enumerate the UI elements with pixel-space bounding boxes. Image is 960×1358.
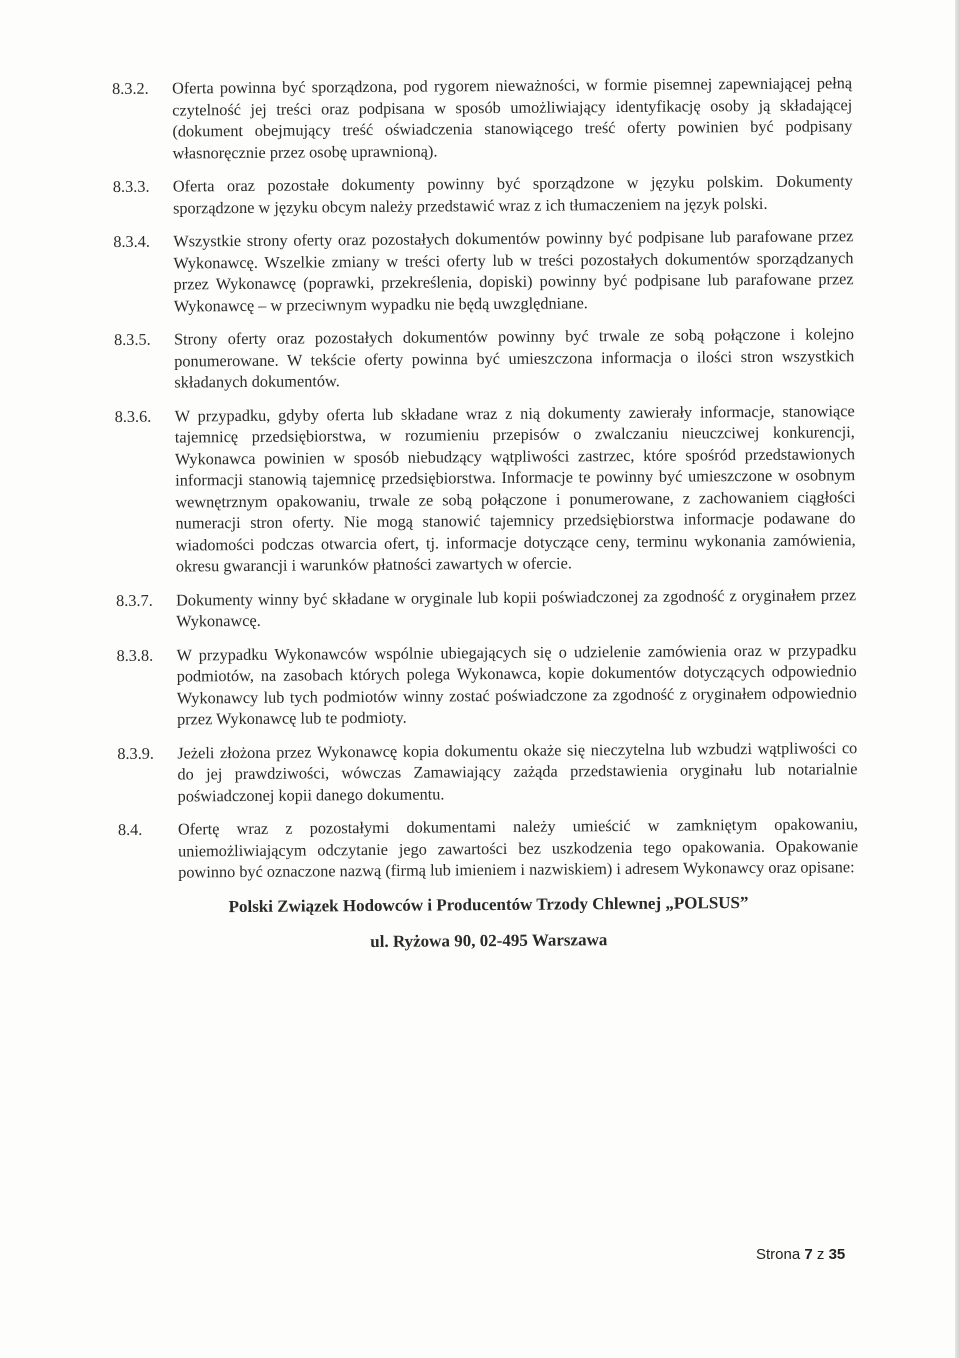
section-text: Wszystkie strony oferty oraz pozostałych dokumentów powinny być podpisane lub parafowane przez Wykonawcę. Wszelkie zmiany w treści oferty lub w treści pozostałych dokumentów sporządzanych przez Wykonawcę (poprawki, przekreślenia, dopiski) powinny być podpisane lub parafowane przez Wykonawcę – w przeciwnym wypadku nie będą uwzględniane. — [173, 226, 854, 316]
section-text: W przypadku Wykonawców wspólnie ubiegających się o udzielenie zamówienia oraz w przypadku podmiotów, na zasobach których polega Wykonawca, kopie dokumentów dotyczących odpowiednio Wykonawcy lub tych podmiotów winny zostać poświadczone za zgodność z oryginałem odpowiednio przez Wykonawcę lub te podmioty. — [176, 639, 857, 729]
page-label: Strona — [756, 1246, 801, 1263]
page-number: 7 — [804, 1246, 813, 1263]
section-number: 8.3.9. — [117, 743, 155, 763]
address-street: ul. Ryżowa 90, 02-495 Warszawa — [370, 929, 608, 951]
section-number: 8.4. — [117, 819, 143, 839]
section-8-3-7 — [116, 584, 856, 633]
section-text: W przypadku, gdyby oferta lub składane wraz z nią dokumenty zawierały informacje, stanowiące tajemnicę przedsiębiorstwa, w rozumieniu przepisów o zwalczaniu nieuczciwej konkurencji, Wykonawca powinien w sposób niebudzący wątpliwości zastrzec, które spośród przedstawionych informacji stanowią tajemnicę przedsiębiorstwa. Informacje te powinny być umieszczone w osobnym wewnętrznym opakowaniu, trwale ze sobą połączone i ponumerowane, z zachowaniem ciągłości numeracji stron oferty. Nie mogą stanowić tajemnicy przedsiębiorstwa informacje podawane do wiadomości podczas otwarcia ofert, tj. informacje dotyczące ceny, terminu wykonania zamówienia, okresu gwarancji i warunków płatności zawartych w ofercie. — [174, 400, 856, 576]
section-text: Dokumenty winny być składane w oryginale lub kopii poświadczonej za zgodność z oryginałem przez Wykonawcę. — [176, 584, 857, 631]
section-number: 8.3.7. — [116, 590, 153, 610]
document-body — [112, 72, 859, 953]
section-number: 8.3.3. — [112, 176, 150, 196]
page-separator: z — [816, 1246, 825, 1263]
section-text: Ofertę wraz z pozostałymi dokumentami należy umieścić w zamkniętym opakowaniu, uniemożliwiającym odczytanie jego zawartości bez uszkodzenia tego opakowania. Opakowanie powinno być oznaczone nazwą (firmą lub imieniem i nazwiskiem) i adresem Wykonawcy oraz opisane: — [177, 814, 859, 882]
section-text: Oferta oraz pozostałe dokumenty powinny być sporządzone w języku polskim. Dokumenty sporządzone w języku obcym należy przedstawić wraz z ich tłumaczeniem na język polski. — [172, 171, 853, 218]
section-8-3-4 — [113, 225, 854, 317]
section-8-3-8 — [116, 639, 857, 731]
page-total: 35 — [828, 1246, 846, 1263]
section-number: 8.3.5. — [113, 329, 151, 349]
section-8-3-3 — [113, 170, 853, 219]
section-text: Oferta powinna być sporządzona, pod rygorem nieważności, w formie pisemnej zapewniającej pełną czytelność jej treści oraz podpisana w sposób umożliwiający identyfikację osoby ją składającej (dokument obejmujący treść oświadczenia stanowiącego treść oferty powinien być podpisany własnoręcznie przez osobę uprawnioną). — [172, 73, 853, 163]
section-8-3-9 — [117, 737, 857, 807]
section-8-3-6 — [115, 400, 856, 578]
section-text: Jeżeli złożona przez Wykonawcę kopia dokumentu okaże się nieczytelna lub wzbudzi wątpliwości co do jej prawdziwości, wówczas Zamawiający zażąda przedstawienia oryginału lub notarialnie poświadczonej kopii danego dokumentu. — [177, 737, 858, 806]
address-organization: Polski Związek Hodowców i Producentów Trzody Chlewnej „POLSUS” — [228, 892, 749, 916]
section-number: 8.3.6. — [114, 406, 152, 426]
section-8-3-2 — [112, 72, 853, 164]
section-8-4 — [118, 813, 858, 883]
section-text: Strony oferty oraz pozostałych dokumentów powinny być trwale ze sobą połączone i kolejno ponumerowane. W tekście oferty powinna być umieszczona informacja o ilości stron wszystkich składanych dokumentów. — [173, 324, 855, 392]
section-number: 8.3.8. — [116, 645, 154, 665]
section-8-3-5 — [114, 323, 854, 393]
section-number: 8.3.2. — [112, 78, 149, 98]
page-footer — [756, 1246, 845, 1263]
section-number: 8.3.4. — [113, 231, 150, 251]
